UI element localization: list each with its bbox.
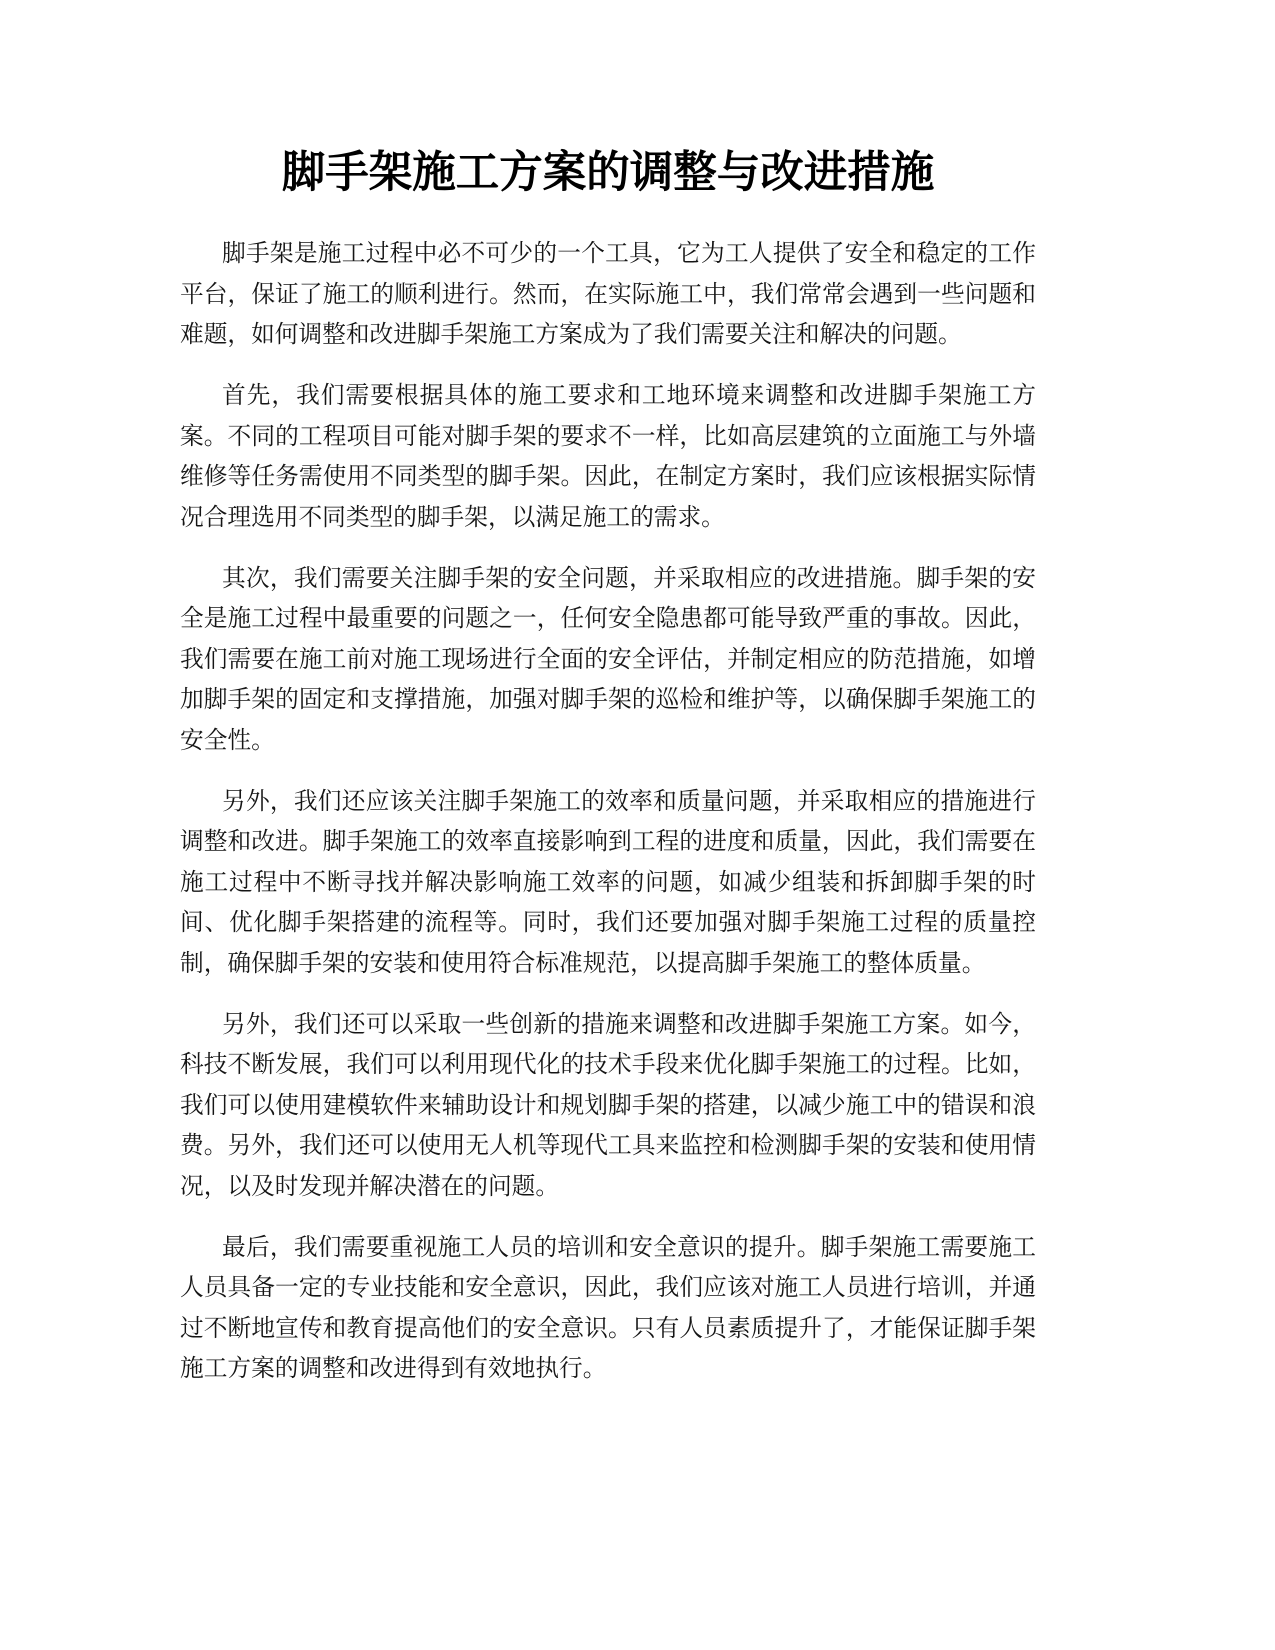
paragraph-efficiency: 另外，我们还应该关注脚手架施工的效率和质量问题，并采取相应的措施进行调整和改进。脚手架施工的效率直接影响到工程的进度和质量，因此，我们需要在施工过程中不断寻找并解决影响施工效率的问题，如减少组装和拆卸脚手架的时间、优化脚手架搭建的流程等。同时，我们还要加强对脚手架施工过程的质量控制，确保脚手架的安装和使用符合标准规范，以提高脚手架施工的整体质量。 (180, 786, 1036, 977)
paragraph-second: 其次，我们需要关注脚手架的安全问题，并采取相应的改进措施。脚手架的安全是施工过程中最重要的问题之一，任何安全隐患都可能导致严重的事故。因此，我们需要在施工前对施工现场进行全面的安全评估，并制定相应的防范措施，如增加脚手架的固定和支撑措施，加强对脚手架的巡检和维护等，以确保脚手架施工的安全性。 (180, 563, 1036, 754)
paragraph-final: 最后，我们需要重视施工人员的培训和安全意识的提升。脚手架施工需要施工人员具备一定的专业技能和安全意识，因此，我们应该对施工人员进行培训，并通过不断地宣传和教育提高他们的安全意识。只有人员素质提升了，才能保证脚手架施工方案的调整和改进得到有效地执行。 (180, 1232, 1036, 1382)
document-body (180, 233, 1036, 1409)
document-title: 脚手架施工方案的调整与改进措施 (281, 148, 935, 198)
paragraph-innovation: 另外，我们还可以采取一些创新的措施来调整和改进脚手架施工方案。如今，科技不断发展，我们可以利用现代化的技术手段来优化脚手架施工的过程。比如，我们可以使用建模软件来辅助设计和规划脚手架的搭建，以减少施工中的错误和浪费。另外，我们还可以使用无人机等现代工具来监控和检测脚手架的安装和使用情况，以及时发现并解决潜在的问题。 (180, 1009, 1036, 1200)
paragraph-first: 首先，我们需要根据具体的施工要求和工地环境来调整和改进脚手架施工方案。不同的工程项目可能对脚手架的要求不一样，比如高层建筑的立面施工与外墙维修等任务需使用不同类型的脚手架。因此，在制定方案时，我们应该根据实际情况合理选用不同类型的脚手架，以满足施工的需求。 (180, 381, 1036, 531)
paragraph-intro: 脚手架是施工过程中必不可少的一个工具，它为工人提供了安全和稳定的工作平台，保证了施工的顺利进行。然而，在实际施工中，我们常常会遇到一些问题和难题，如何调整和改进脚手架施工方案成为了我们需要关注和解决的问题。 (180, 239, 1036, 348)
